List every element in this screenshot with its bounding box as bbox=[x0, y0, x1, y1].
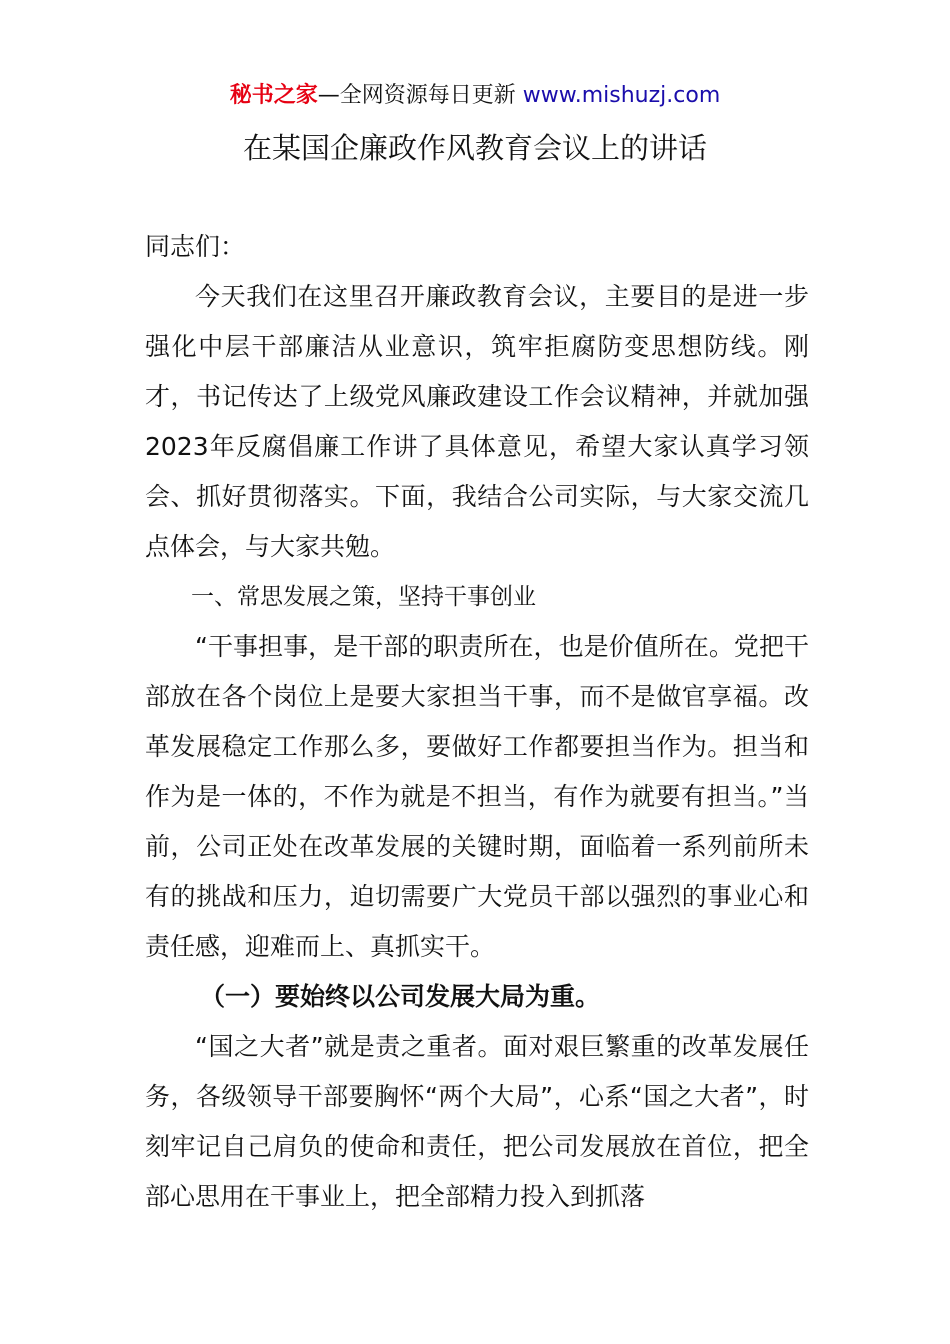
brand-name: 秘书之家 bbox=[229, 83, 318, 108]
site-url-link[interactable]: www.mishuzj.com bbox=[522, 83, 721, 108]
salutation: 同志们： bbox=[145, 232, 246, 261]
site-tagline: —全网资源每日更新 bbox=[317, 83, 516, 108]
site-header bbox=[0, 80, 950, 112]
paragraph-section-1: “干事担事，是干部的职责所在，也是价值所在。党把干部放在各个岗位上是要大家担当干事，而不是做官享福。改革发展稳定工作那么多，要做好工作都要担当作为。担当和作为是一体的，不作为就是不担当，有作为就要有担当。”当前，公司正处在改革发展的关键时期，面临着一系列前所未有的挑战和压力，迫切需要广大党员干部以强烈的事业心和责任感，迎难而上、真抓实干。 bbox=[145, 632, 809, 961]
document-title: 在某国企廉政作风教育会议上的讲话 bbox=[242, 131, 707, 165]
document-body bbox=[145, 222, 809, 1222]
section-heading-1: 一、常思发展之策，坚持干事创业 bbox=[191, 584, 536, 610]
sub-heading-1: （一）要始终以公司发展大局为重。 bbox=[200, 982, 601, 1011]
paragraph-sub-1: “国之大者”就是责之重者。面对艰巨繁重的改革发展任务，各级领导干部要胸怀“两个大局”，心系“国之大者”，时刻牢记自己肩负的使命和责任，把公司发展放在首位，把全部心思用在干事业上，把全部精力投入到抓落 bbox=[145, 1032, 809, 1211]
paragraph-intro: 今天我们在这里召开廉政教育会议，主要目的是进一步强化中层干部廉洁从业意识，筑牢拒腐防变思想防线。刚才，书记传达了上级党风廉政建设工作会议精神，并就加强2023年反腐倡廉工作讲了具体意见，希望大家认真学习领会、抓好贯彻落实。下面，我结合公司实际，与大家交流几点体会，与大家共勉。 bbox=[145, 282, 809, 561]
